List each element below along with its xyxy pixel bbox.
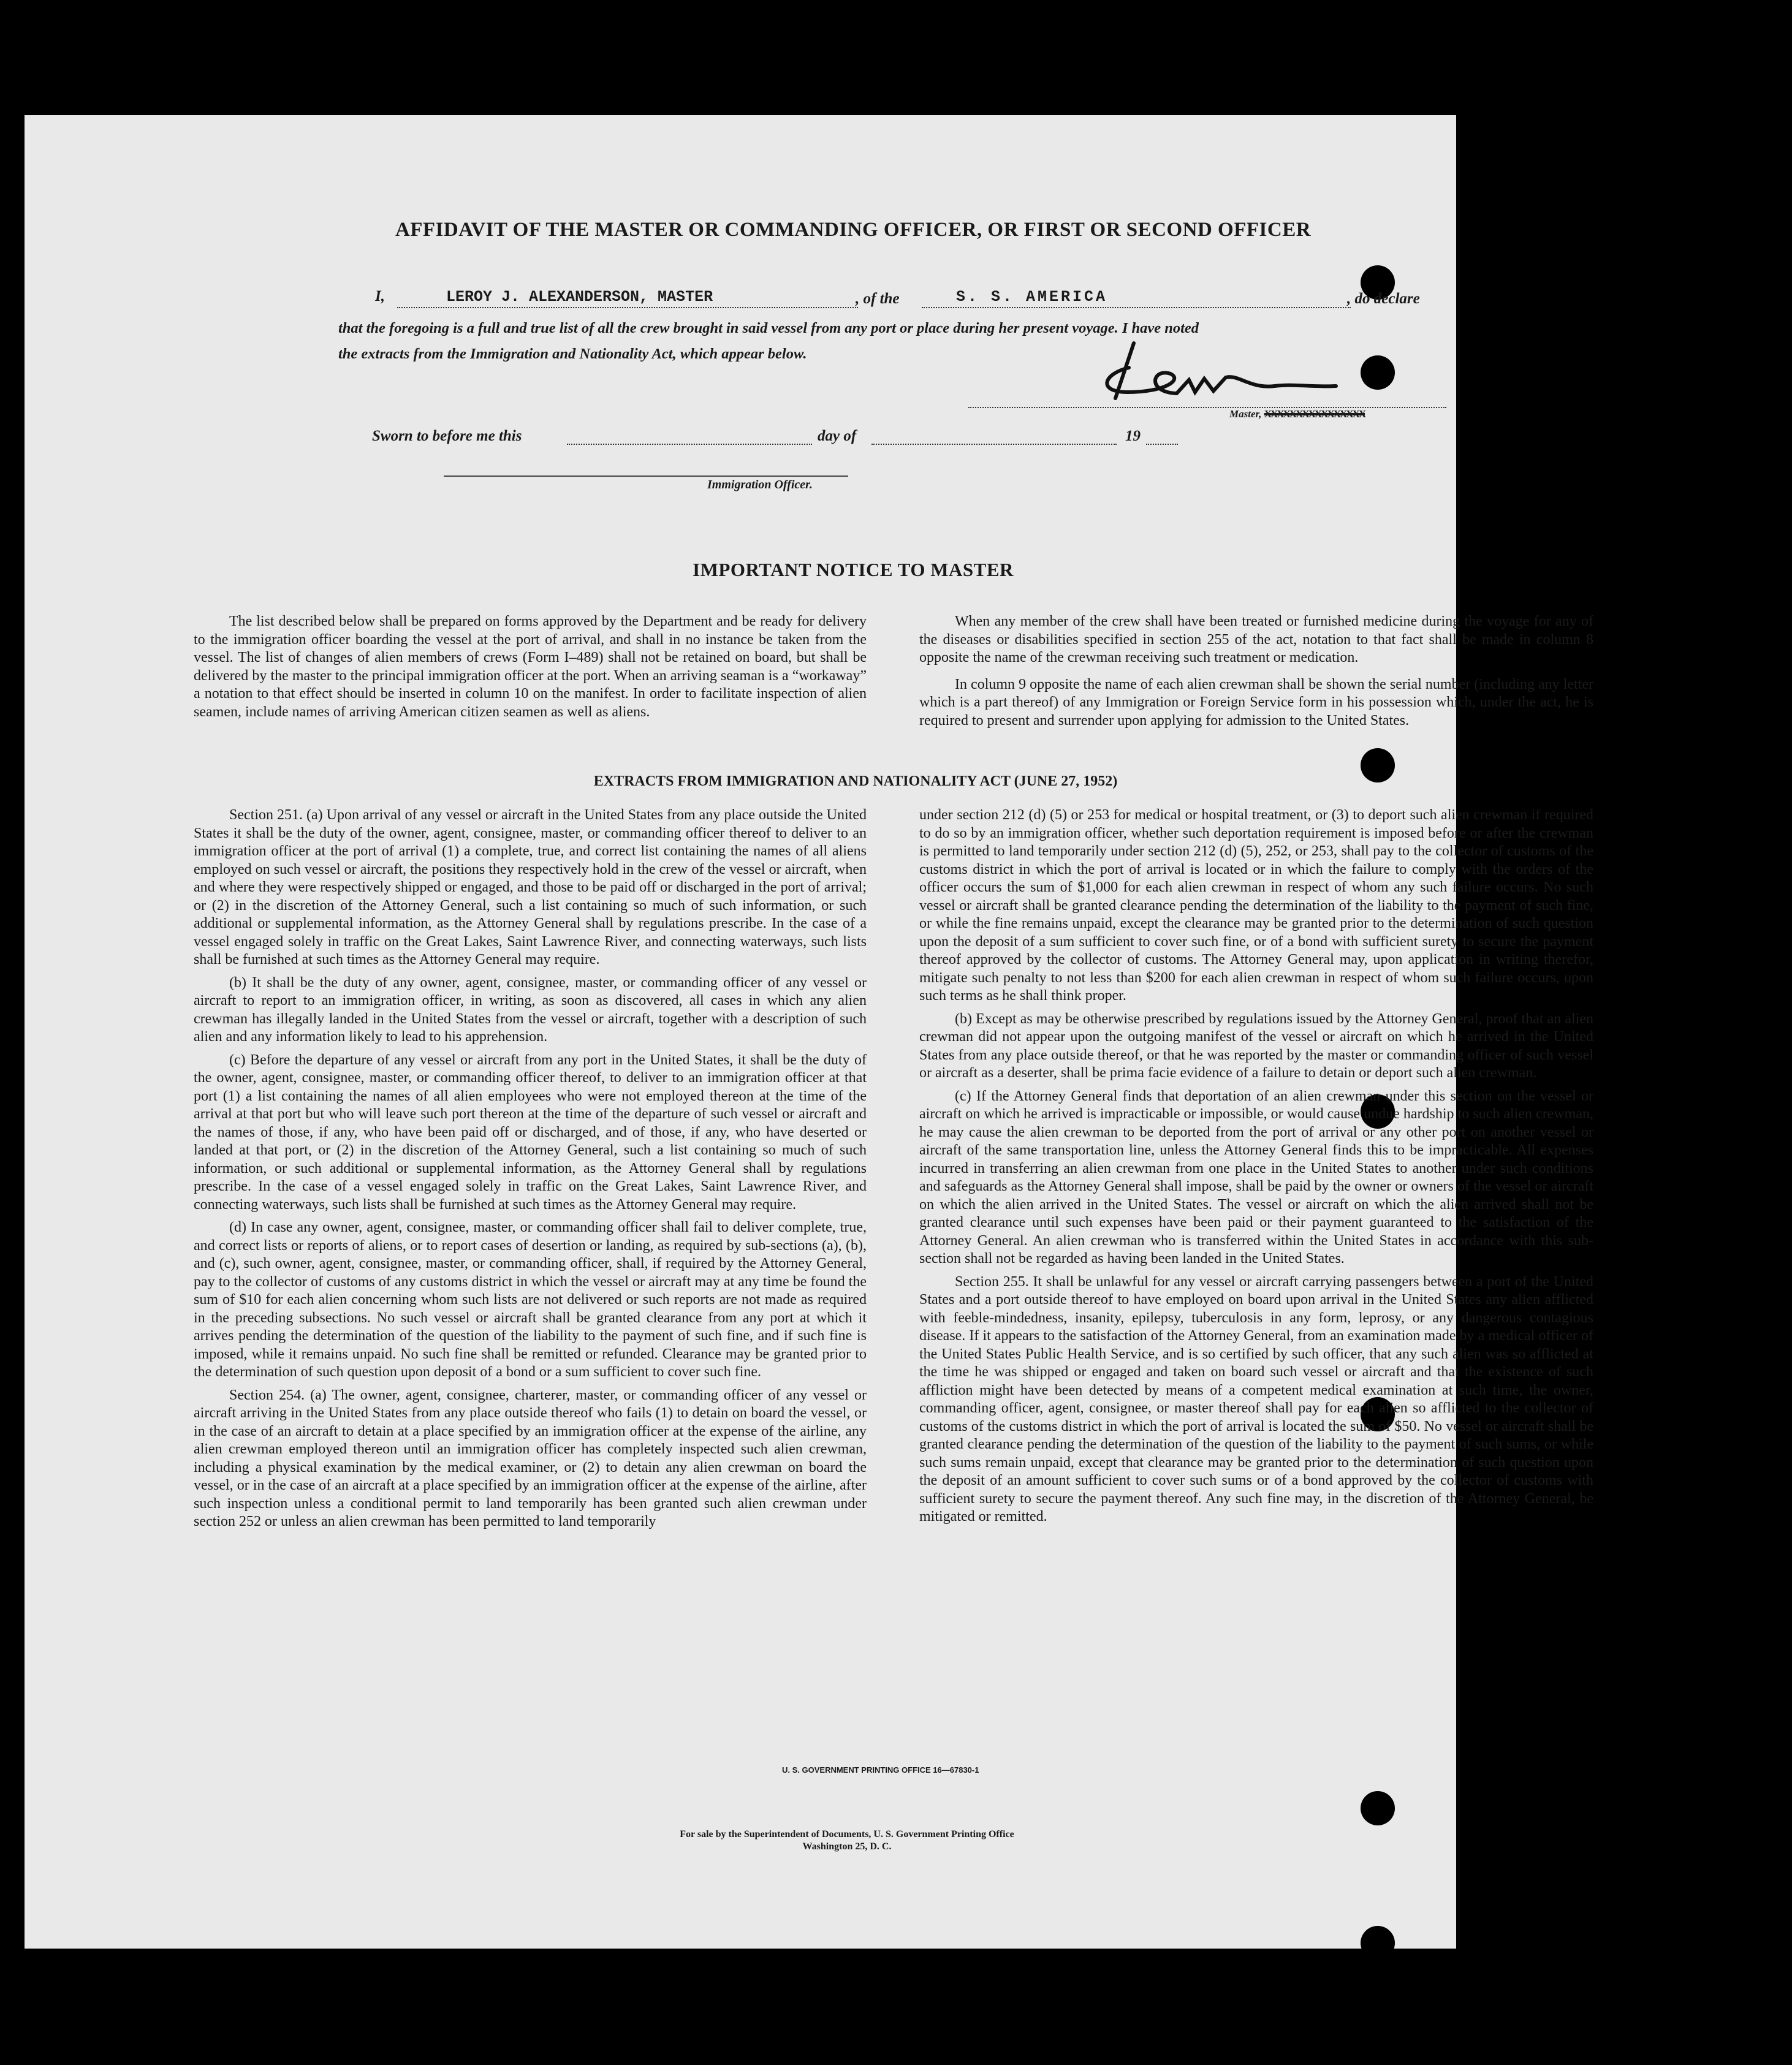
year-label: 19: [1125, 428, 1141, 444]
sales-footer: [0, 1828, 1743, 1853]
section-254-c: (c) If the Attorney General finds that deportation of an alien crewman under this section on the vessel or aircraft on which he arrived is impracticable or impossible, or would cause undue hardship to such alien crewman, he may cause the alien crewman to be deported from the port of arrival or any other port on another vessel or aircraft of the same transportation line, unless the Attorney General finds this to be impracticable. All expenses incurred in transferring an alien crewman from one place in the United States to another under such conditions and safeguards as the Attorney General shall impose, shall be paid by the owner or owners of the vessel or aircraft on which the alien arrived in the United States. The vessel or aircraft on which the alien arrived shall not be granted clearance until such expenses have been paid or their payment guaranteed to the satisfaction of the Attorney General. An alien crewman who is transferred within the United States in accordance with this sub-section shall not be regarded as having been landed in the United States.: [919, 1088, 1593, 1267]
master-signature: [1091, 331, 1397, 411]
extracts-left-column: [194, 806, 867, 1536]
punch-hole: [1361, 1926, 1395, 1960]
section-254-a: Section 254. (a) The owner, agent, consignee, charterer, master, or commanding officer of any vessel or aircraft arriving in the United States from any place outside thereof who fails (1) to detain on board the vessel, or in the case of an aircraft to detain at a place specified by an immigration officer at the expense of the airline, any alien crewman employed thereon until an immigration officer has completely inspected such alien crewman, including a physical examination by the medical examiner, or (2) to detain any alien crewman on board the vessel, or in the case of an aircraft at a place specified by an immigration officer at the expense of the airline, after such inspection unless a conditional permit to land temporarily has been granted such alien crewman under section 252 or unless an alien crewman has been permitted to land temporarily: [194, 1387, 867, 1529]
sworn-label: Sworn to before me this: [372, 428, 522, 444]
officer-signature-line: [444, 476, 848, 477]
master-name-value: LEROY J. ALEXANDERSON, MASTER: [446, 288, 713, 306]
signature-caption: [1229, 408, 1365, 420]
i-label: I,: [375, 288, 385, 305]
footer-line-1: For sale by the Superintendent of Documents, U. S. Government Printing Office: [680, 1829, 1014, 1840]
do-declare-label: , do declare: [1347, 290, 1420, 307]
punch-hole: [1361, 1791, 1395, 1825]
section-254-b: (b) Except as may be otherwise prescribed by regulations issued by the Attorney General, proof that an alien crewman did not appear upon the outgoing manifest of the vessel or aircraft on which he arrived in the United States from any place outside thereof, or that he was reported by the master or commanding officer of such vessel or aircraft as a deserter, shall be prima facie evidence of a failure to detain or deport such alien crewman.: [919, 1010, 1593, 1081]
notice-left-column: [194, 613, 867, 726]
extracts-right-column: [919, 806, 1593, 1531]
section-251-b: (b) It shall be the duty of any owner, agent, consignee, master, or commanding officer of any vessel or aircraft to report to an immigration officer, in writing, as soon as discovered, all cases in which any alien crewman has illegally landed in the United States from the vessel or aircraft, together with a description of such alien and any information likely to lead to his apprehension.: [194, 974, 867, 1045]
footer-line-2: Washington 25, D. C.: [802, 1841, 892, 1852]
of-the-label: , of the: [856, 290, 900, 307]
affidavit-line-2: that the foregoing is a full and true list of all the crew brought in said vessel from any port or place during her present voyage. I have noted: [338, 320, 1199, 336]
vessel-name-value: S. S. AMERICA: [956, 288, 1108, 306]
affidavit-line-3: the extracts from the Immigration and Nationality Act, which appear below.: [338, 346, 807, 362]
vessel-field-line: [922, 307, 1351, 308]
month-line: [871, 444, 1117, 445]
sworn-date-line: [567, 444, 812, 445]
section-255: Section 255. It shall be unlawful for any vessel or aircraft carrying passengers between a port of the United States and a port outside thereof to have employed on board upon arrival in the United States any alien afflicted with feeble-mindedness, insanity, epilepsy, tuberculosis in any form, leprosy, or any dangerous contagious disease. If it appears to the satisfaction of the Attorney General, from an examination made by a medical officer of the United States Public Health Service, and is so certified by such officer, that any such alien was so afflicted at the time he was shipped or engaged and taken on board such vessel or aircraft and that the existence of such affliction might have been detected by means of a competent medical examination at such time, the owner, commanding officer, agent, consignee, or master thereof shall pay for each alien so afflicted to the collector of customs of the customs district in which the port of arrival is located the sum of $50. No vessel or aircraft shall be granted clearance pending the determination of the question of the liability to the payment of such sums, or while such sums remain unpaid, except that clearance may be granted prior to the determination of such question upon the deposit of an amount sufficient to cover such sums or of a bond approved by the collector of customs with sufficient surety to secure the payment thereof. Any such fine may, in the discretion of the Attorney General, be mitigated or remitted.: [919, 1273, 1593, 1525]
gpo-line: U. S. GOVERNMENT PRINTING OFFICE 16—67830-1: [782, 1765, 979, 1775]
officer-caption: Immigration Officer.: [707, 478, 813, 491]
name-field-line: [397, 307, 858, 308]
master-caption: Master,: [1229, 408, 1262, 420]
notice-title: IMPORTANT NOTICE TO MASTER: [693, 559, 1014, 580]
section-251-a: Section 251. (a) Upon arrival of any vessel or aircraft in the United States from any place outside the United States it shall be the duty of the owner, agent, consignee, master, or commanding officer thereof to deliver to an immigration officer at the port of arrival (1) a complete, true, and correct list containing the names of all aliens employed on such vessel or aircraft, the positions they respectively hold in the crew of the vessel or aircraft, when and where they were respectively shipped or engaged, and those to be paid off or discharged in the port of arrival; or (2) in the discretion of the Attorney General, such a list containing so much of such information, or such additional or supplemental information, as the Attorney General shall by regulations prescribe. In the case of a vessel engaged solely in traffic on the Great Lakes, Saint Lawrence River, and connecting waterways, such lists shall be furnished at such times as the Attorney General may require.: [194, 807, 867, 968]
section-251-d: (d) In case any owner, agent, consignee, master, or commanding officer shall fail to deliver complete, true, and correct lists or reports of aliens, or to report cases of desertion or landing, as required by sub-sections (a), (b), and (c), such owner, agent, consignee, master, or commanding officer, shall, if required by the Attorney General, pay to the collector of customs of any customs district in which the vessel or aircraft may at any time be found the sum of $10 for each alien concerning whom such lists are not delivered or such reports are not made as required in the preceding subsections. No such vessel or aircraft shall be granted clearance from any port at which it arrives pending the determination of the question of the liability to the payment of such fine, and if such fine is imposed, while it remains unpaid. No such fine shall be remitted or refunded. Clearance may be granted prior to the determination of such question upon deposit of a bond or a sum sufficient to cover such fine.: [194, 1219, 867, 1380]
year-line: [1146, 444, 1178, 445]
section-251-c: (c) Before the departure of any vessel or aircraft from any port in the United States, it shall be the duty of the owner, agent, consignee, master, or commanding officer thereof, to deliver to an immigration officer at that port (1) a list containing the names of all alien employees who were not employed thereon at the time of the arrival at that port but who will leave such port thereon at the time of the departure of such vessel or aircraft and the names of those, if any, who have been paid off or discharged, and of those, if any, who have deserted or landed at that port, or (2) in the discretion of the Attorney General, such a list containing so much of such information, or such additional or supplemental information, as the Attorney General shall by regulations prescribe. In the case of a vessel engaged solely in traffic on the Great Lakes, Saint Lawrence River, and connecting waterways, such lists shall be furnished at such times as the Attorney General may require.: [194, 1051, 867, 1213]
struck-officer-title: XXXXXXXXXXXXXXXX: [1264, 408, 1365, 420]
signature-line: [968, 407, 1446, 408]
affidavit-title: AFFIDAVIT OF THE MASTER OR COMMANDING OFFICER, OR FIRST OR SECOND OFFICER: [395, 219, 1312, 241]
notice-right-paragraph-2: In column 9 opposite the name of each alien crewman shall be shown the serial number (including any letter which is a part thereof) of any Immigration or Foreign Service form in his possession which, under the act, he is required to present and surrender upon applying for admission to the United States.: [919, 676, 1593, 729]
day-of-label: day of: [818, 428, 857, 444]
notice-left-paragraph: The list described below shall be prepared on forms approved by the Department and be ready for delivery to the immigration officer boarding the vessel at the port of arrival, and shall in no instance be taken from the vessel. The list of changes of alien members of crews (Form I–489) shall not be retained on board, but shall be delivered by the master to the principal immigration officer at the port. When an arriving seaman is a “workaway” a notation to that effect should be inserted in column 10 on the manifest. In order to facilitate inspection of alien seamen, include names of arriving American citizen seamen as well as aliens.: [194, 613, 867, 720]
extracts-heading: EXTRACTS FROM IMMIGRATION AND NATIONALITY ACT (JUNE 27, 1952): [593, 773, 1118, 789]
notice-right-paragraph-1: When any member of the crew shall have been treated or furnished medicine during the voyage for any of the diseases or disabilities specified in section 255 of the act, notation to that fact shall be made in column 8 opposite the name of the crewman receiving such treatment or medication.: [919, 613, 1593, 665]
section-254-a-continued: under section 212 (d) (5) or 253 for medical or hospital treatment, or (3) to deport such alien crewman if required to do so by an immigration officer, whether such deportation requirement is imposed before or after the crewman is permitted to land temporarily under section 212 (d) (5), 252, or 253, shall pay to the collector of customs of the customs district in which the port of arrival is located or in which the failure to comply with the orders of the officer occurs the sum of $1,000 for each alien crewman in respect of whom any such failure occurs. No such vessel or aircraft shall be granted clearance pending the determination of the liability to the payment of such fine, or while the fine remains unpaid, except the clearance may be granted prior to the determination of such question upon the deposit of a sum sufficient to cover such fine, or of a bond with sufficient surety to secure the payment thereof approved by the collector of customs. The Attorney General may, upon application in writing therefor, mitigate such penalty to not less than $200 for each alien crewman in respect of whom such failure occurs, upon such terms as he shall think proper.: [919, 807, 1593, 1004]
notice-right-column: [919, 613, 1593, 735]
